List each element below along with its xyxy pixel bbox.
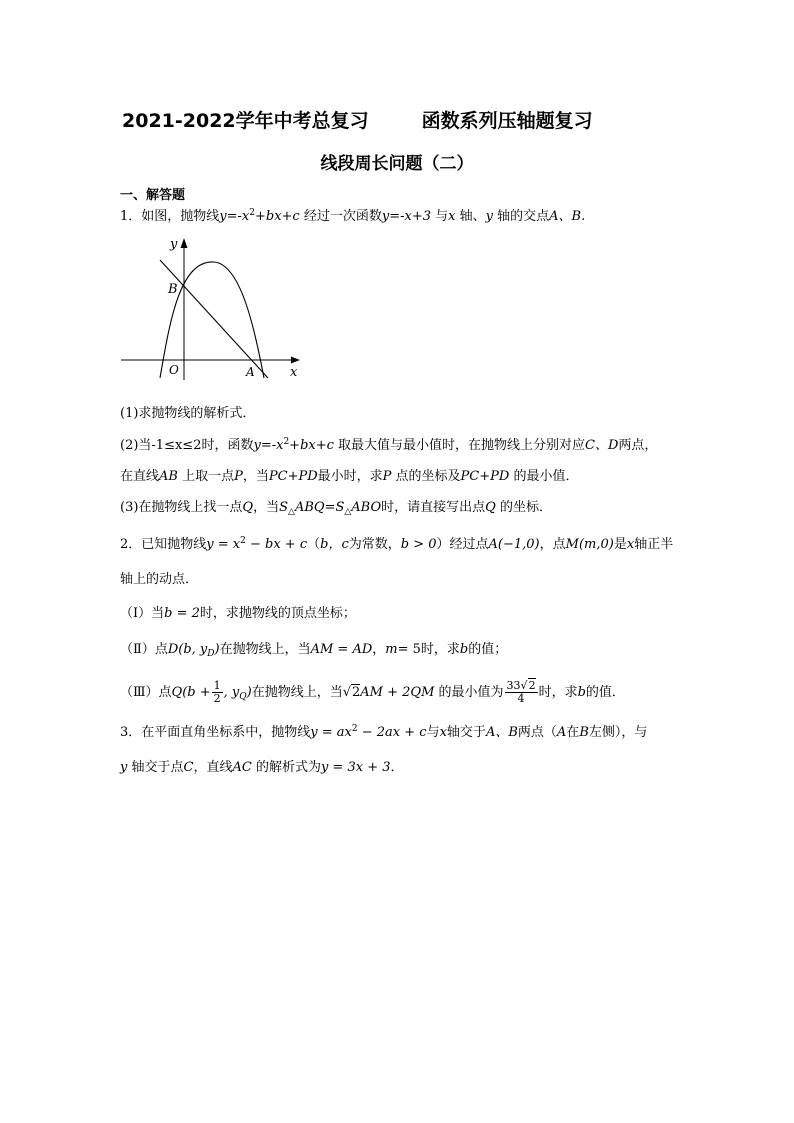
- title-left: 2021-2022学年中考总复习: [122, 110, 369, 132]
- q1-part-3: (3)在抛物线上找一点Q，当$S_\triangle ABQ=S_\triangle ABO$时，请直接写出点Q 的坐标．: [120, 500, 552, 517]
- fraction-half: $\frac{1}{2}$: [213, 679, 221, 705]
- q1-part-2-line-2: 在直线AB 上取一点P，当PC+PD最小时，求P 点的坐标及PC+PD 的最小值．: [120, 469, 579, 484]
- title-right: 函数系列压轴题复习: [421, 110, 593, 132]
- q2-part-1: （Ⅰ）当b = 2时，求抛物线的顶点坐标；: [120, 606, 356, 621]
- q2-line-1: 2．已知抛物线$y = x^2$ − bx + c（b，c为常数，b > 0）经过点A(−1,0)，点M(m,0)是x轴正半: [120, 536, 674, 552]
- x-axis-label: x: [290, 365, 298, 380]
- q1-line-1: 1．如图，抛物线$y=-x^2+bx+c$ 经过一次函数y=-x+3 与x 轴、y 轴的交点A、B.: [120, 208, 586, 224]
- parabola-curve: [160, 262, 264, 378]
- fraction-min-value: $\frac{33√2}{4}$: [506, 679, 536, 705]
- parabola-figure: [118, 230, 308, 390]
- page-title: [122, 106, 593, 133]
- q3-line-2: y 轴交于点C，直线AC 的解析式为y = 3x + 3．: [120, 760, 404, 775]
- q2-line-2: 轴上的动点．: [120, 572, 199, 587]
- q1-part-1: (1)求抛物线的解析式．: [120, 406, 256, 421]
- q2-part-3: （Ⅲ）点Q(b + $\frac{1}{2}$ , $y_Q$)在抛物线上，当√2AM + 2QM 的最小值为 $\frac{33√2}{4}$ 时，求b的值．: [120, 679, 625, 705]
- origin-label: O: [169, 363, 179, 377]
- point-a-label: A: [246, 365, 255, 379]
- section-label: 一、解答题: [120, 188, 186, 203]
- q3-line-1: 3．在平面直角坐标系中，抛物线$y = ax^2 - 2ax + c$与x轴交于A、B两点（A在B左侧），与: [120, 724, 648, 740]
- y-axis-arrow: [181, 238, 188, 248]
- q2-part-2: （Ⅱ）点D(b, $y_D$)在抛物线上，当AM = AD，m= 5时，求b的值；: [120, 642, 508, 659]
- y-axis-label: y: [170, 237, 178, 252]
- point-b-label: B: [168, 282, 178, 297]
- q1-part-2: (2)当-1≤x≤2时，函数$y=-x^2+bx+c$ 取最大值与最小值时，在抛物线上分别对应C、D两点，: [120, 437, 658, 453]
- page-subtitle: 线段周长问题（二）: [320, 154, 474, 174]
- x-axis-arrow: [291, 357, 300, 364]
